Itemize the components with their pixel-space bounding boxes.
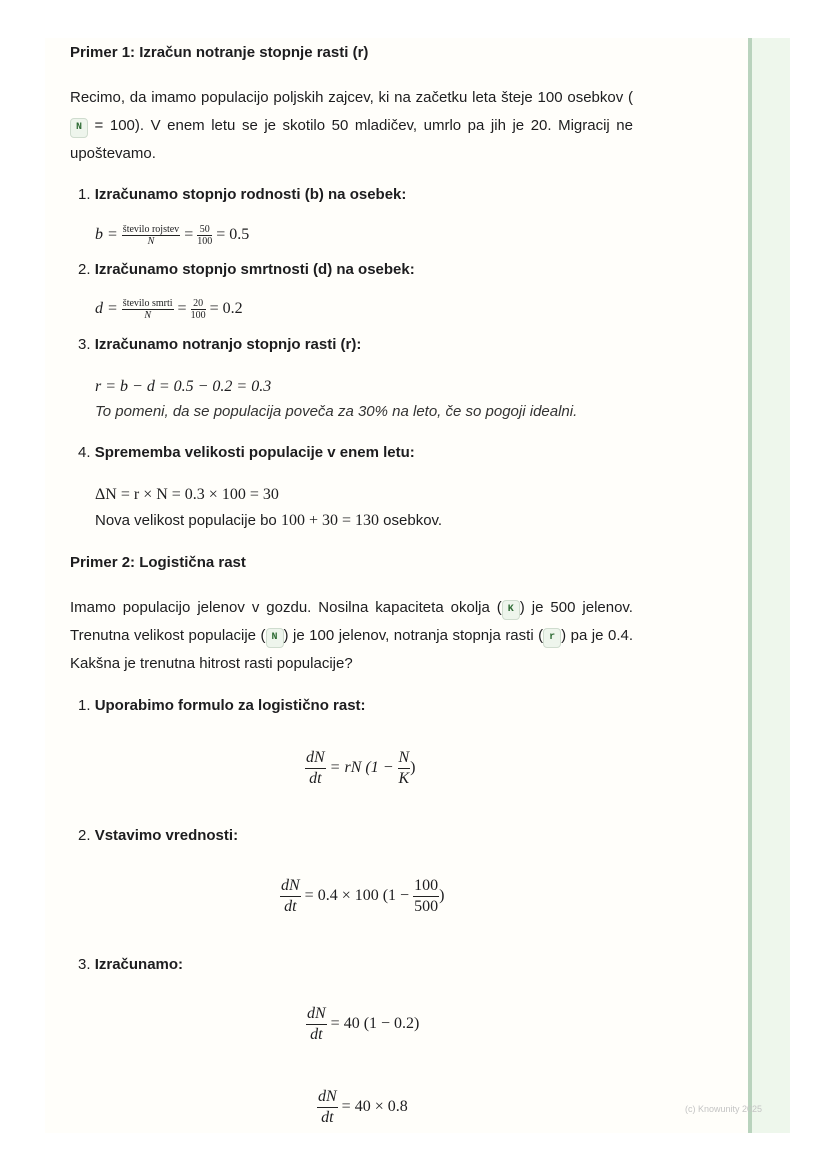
code-n: N <box>70 118 88 138</box>
formula-substituted <box>280 876 444 917</box>
example-2-title: Primer 2: Logistična rast <box>70 554 246 571</box>
fraction <box>122 224 180 247</box>
code-r: r <box>543 628 561 648</box>
code-k: K <box>502 600 520 620</box>
numerator: dN <box>306 1004 327 1025</box>
math: d = <box>95 300 118 318</box>
math: ) <box>439 887 445 905</box>
fraction <box>317 1087 338 1128</box>
item-label: Izračunamo stopnjo smrtnosti (d) na osebek: <box>94 261 415 278</box>
item-number: 1. <box>78 697 91 714</box>
list-item <box>78 696 366 716</box>
fraction <box>306 1004 327 1045</box>
math: = 0.2 <box>209 300 243 318</box>
list-item <box>78 955 183 975</box>
math: ) <box>410 759 416 777</box>
math: = 40 × 0.8 <box>341 1098 408 1116</box>
list-item <box>78 443 415 463</box>
text: osebkov. <box>379 512 443 529</box>
code-n: N <box>266 628 284 648</box>
fraction <box>191 298 206 321</box>
numerator: dN <box>280 876 301 897</box>
formula-step-2 <box>317 1087 408 1128</box>
item-label: Uporabimo formulo za logistično rast: <box>94 697 366 714</box>
fraction <box>122 298 174 321</box>
note <box>95 511 442 531</box>
item-label: Vstavimo vrednosti: <box>94 827 239 844</box>
fraction <box>413 876 439 917</box>
formula-logistic <box>305 748 416 789</box>
denominator: N <box>144 310 151 321</box>
list-item <box>78 335 361 355</box>
denominator: K <box>398 770 410 787</box>
math: 100 + 30 = 130 <box>280 512 379 529</box>
list-item <box>78 185 406 205</box>
item-number: 3. <box>78 956 91 973</box>
text: Nova velikost populacije bo <box>95 512 281 529</box>
side-margin <box>752 38 790 1133</box>
item-number: 2. <box>78 827 91 844</box>
text: ) je 500 jelenov. Trenutna velikost populacije ( <box>70 599 633 644</box>
numerator: 50 <box>197 224 212 236</box>
math: = 0.4 × 100 (1 − <box>304 887 410 905</box>
numerator: 100 <box>413 876 439 897</box>
text: ) je 100 jelenov, notranja stopnja rasti ( <box>283 627 544 644</box>
numerator: število rojstev <box>122 224 180 235</box>
list-item <box>78 826 238 846</box>
text: = 100). V enem letu se je skotilo 50 mladičev, umrlo pa jih je 20. Migracij ne upoštevamo. <box>70 117 633 162</box>
text: Imamo populacijo jelenov v gozdu. Nosilna kapaciteta okolja ( <box>70 599 502 616</box>
list-item <box>78 260 415 280</box>
math: = rN (1 − <box>329 759 394 777</box>
math: = 0.5 <box>216 226 250 244</box>
formula-b: b = $\frac{\text{število rojstev}}{N}$ = $\frac{50}{100}$ = 0.5 <box>95 224 250 247</box>
text: Recimo, da imamo populacijo poljskih zajcev, ki na začetku leta šteje 100 osebkov ( <box>70 89 633 106</box>
fraction <box>305 748 326 789</box>
text: ) pa je 0.4. Kakšna je trenutna hitrost rasti populacije? <box>70 627 633 672</box>
item-label: Izračunamo stopnjo rodnosti (b) na osebek: <box>94 186 407 203</box>
item-number: 3. <box>78 336 91 353</box>
numerator: število smrti <box>122 298 173 309</box>
item-label: Izračunamo notranjo stopnjo rasti (r): <box>94 336 362 353</box>
formula-d: d = $\frac{\text{število smrti}}{N}$ = $\frac{20}{100}$ = 0.2 <box>95 298 243 321</box>
fraction <box>280 876 301 917</box>
example-1-intro <box>70 84 633 168</box>
denominator: 100 <box>197 236 213 247</box>
denominator: dt <box>309 770 322 787</box>
formula-delta-n: ΔN = r × N = 0.3 × 100 = 30 <box>95 486 279 503</box>
item-number: 2. <box>78 261 91 278</box>
math: b = <box>95 226 118 244</box>
fraction <box>398 748 411 789</box>
denominator: 100 <box>190 310 206 321</box>
math: = 40 (1 − 0.2) <box>330 1015 420 1033</box>
fraction <box>197 224 212 247</box>
denominator: dt <box>321 1109 334 1126</box>
denominator: dt <box>310 1026 323 1043</box>
watermark: (c) Knowunity 2025 <box>685 1104 763 1114</box>
example-2-intro <box>70 594 633 678</box>
numerator: 20 <box>191 298 206 310</box>
numerator: dN <box>317 1087 338 1108</box>
item-number: 1. <box>78 186 91 203</box>
numerator: N <box>398 748 411 769</box>
denominator: dt <box>284 898 297 915</box>
numerator: dN <box>305 748 326 769</box>
item-label: Izračunamo: <box>94 956 184 973</box>
formula-r: r = b − d = 0.5 − 0.2 = 0.3 <box>95 378 272 395</box>
item-number: 4. <box>78 444 91 461</box>
item-label: Sprememba velikosti populacije v enem letu: <box>94 444 415 461</box>
example-1-title: Primer 1: Izračun notranje stopnje rasti (r) <box>70 44 369 61</box>
note: To pomeni, da se populacija poveča za 30% na leto, če so pogoji idealni. <box>95 403 578 420</box>
denominator: 500 <box>414 898 439 915</box>
formula-step-1 <box>306 1004 419 1045</box>
denominator: N <box>147 236 155 247</box>
